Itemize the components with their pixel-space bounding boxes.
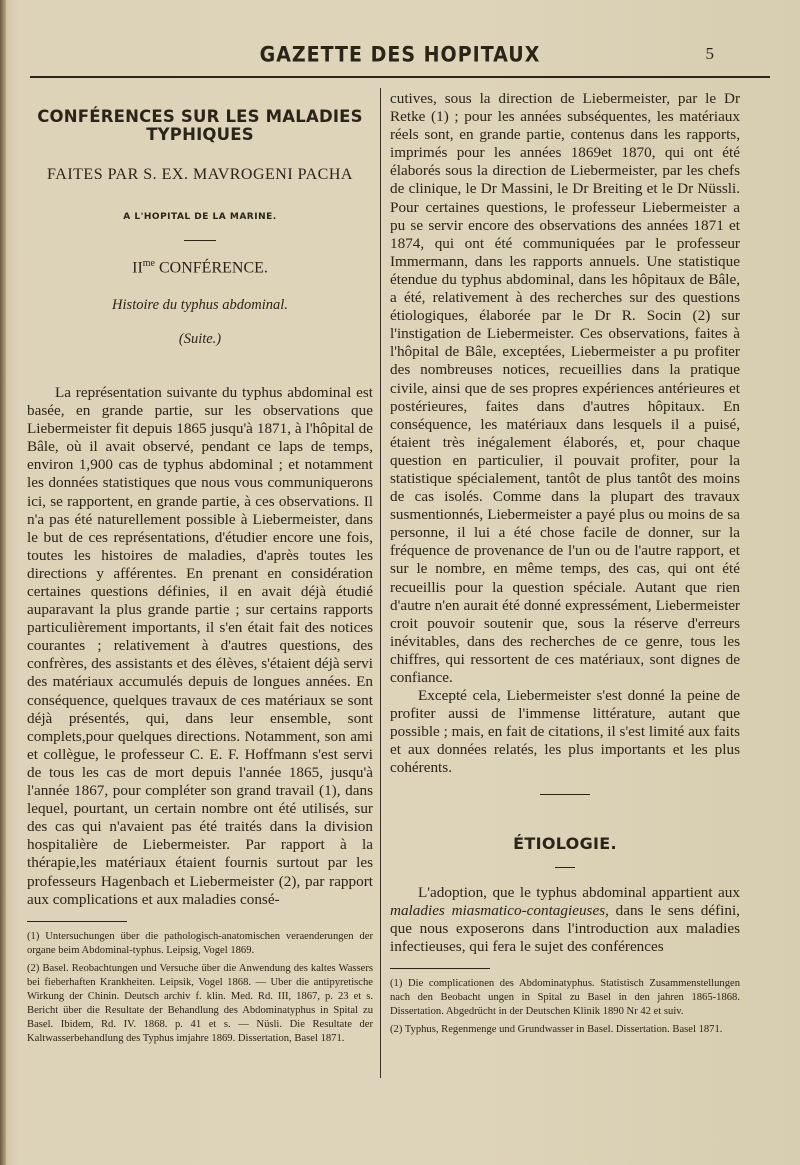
conference-number-roman: II	[132, 259, 143, 277]
page-header	[30, 40, 770, 80]
conference-title: CONFÉRENCES SUR LES MALADIES TYPHIQUES	[37, 107, 363, 145]
page-number: 5	[705, 44, 714, 63]
conference-author: FAITES PAR S. EX. MAVROGENI PACHA	[47, 166, 353, 184]
conference-topic: Histoire du typhus abdominal.	[112, 296, 288, 313]
paragraph-text: L'adoption, que le typhus abdominal appartient aux	[418, 883, 740, 901]
conference-number-label: CONFÉRENCE.	[154, 259, 268, 277]
article-paragraph	[390, 884, 740, 956]
footnote: (1) Untersuchungen über die pathologisch-anatomischen veraenderungen der organe beim Abdominal-typhus. Leipsig, Vogel 1869.	[27, 930, 373, 956]
section-title: ÉTIOLOGIE.	[513, 833, 617, 853]
column-divider	[380, 88, 381, 1078]
continuation-note: (Suite.)	[178, 330, 222, 347]
title-rule	[184, 240, 216, 241]
footnote-rule	[390, 968, 490, 969]
right-column	[390, 90, 740, 1041]
article-paragraph: cutives, sous la direction de Liebermeister, par le Dr Retke (1) ; pour les années subséquentes, les matériaux réels sont, en grande partie, contenus dans les rapports, imprimés pour les années 1869et 1870, qui ont été élaborés sous la direction de Liebermeister, par les chefs de clinique, le Dr Massini, le Dr Breiting et le Dr Nüssli. Pour certaines questions, le professeur Liebermeister a pu se servir encore des observations des années 1871 et 1874, qui ont été communiquées par le professeur Immermann, dans les rapports annuels. Une statistique étendue du typhus abdominal, dans les hôpitaux de Bâle, a été, relativement à des recherches sur des questions étiologiques, élaborée par le Dr R. Socin (2) sur l'instigation de Liebermeister. Ces observations, faites à l'hôpital de Bâle, exceptées, Liebermeister a pu profiter des nombreuses notices, recueillies dans la pratique civile, ainsi que de ses propres expériences antérieures et postérieures, faites dans d'autres hôpitaux. En conséquence, les matériaux dans lesquels il a puisé, étaient très inégalement élaborés, et, pour chaque question en particulier, il pouvait profiter, pour la statistique spécialement, tantôt de plus tantôt des moins de cas isolés. Comme dans la plupart des travaux susmentionnés, Liebermeister a payé plus ou moins de sa personne, il lui a été chose facile de donner, sur la fréquence de provenance de l'un ou de l'autre rapport, et sur le nombre, en même temps, des cas, qui ont été recueillis pour la question spéciale. Autant que rien d'autre n'en aurait été donné expressément, Liebermeister croit pouvoir soutenir que, sous la réserve d'erreurs inévitables, dans des recherches de ce genre, tous les chiffres, qui ressortent de ces matériaux, sont dignes de confiance.	[390, 90, 740, 686]
conference-number-suffix: me	[142, 258, 155, 270]
section-dash	[555, 867, 575, 868]
masthead-title: GAZETTE DES HOPITAUX	[259, 42, 541, 68]
conference-place: A L'HOPITAL DE LA MARINE.	[123, 212, 277, 223]
paragraph-text: dans le sens défini, que nous exposerons dans l'introduction aux maladies infectieuses, qui fera le sujet des conférences	[390, 901, 740, 955]
footnote: (1) Die complicationen des Abdominatyphus. Statistisch Zusammenstellungen nach den Beobacht ungen in Spital zu Basel in den jahren 1865-1868. Dissertation. Abgedrücht in der Deutschen Klinik 1890 Nr 42 et suiv.	[390, 978, 740, 1018]
article-paragraph: Excepté cela, Liebermeister s'est donné la peine de profiter aussi de l'immense littérature, autant que possible ; mais, en fait de citations, il s'est limité aux faits et aux données relatés, les plus importants et les plus cohérents.	[390, 687, 740, 777]
article-paragraph: La représentation suivante du typhus abdominal est basée, en grande partie, sur les observations que Liebermeister fit depuis 1865 jusqu'à 1871, à l'hôpital de Bâle, où il avait observé, pendant ce laps de temps, environ 1,900 cas de typhus abdominal ; et notamment les données statistiques que nous vous communiquerons ici, se rapportent, en grande partie, à ces observations. Il n'a pas été naturellement possible à Liebermeister, dans le but de ces représentations, d'étudier encore une fois, toutes les histoires de maladies, d'après toutes les directions y afférentes. En prenant en considération certaines questions définies, il en avait déjà étudié auparavant la plus grande partie ; sur certains rapports particulièrement importants, il s'en était fait des notices courantes ; relativement à d'autres questions, des confrères, des assistants et des élèves, s'étaient déjà servi des matériaux accumulés depuis de longues années. En conséquence, quelques travaux de ces matériaux se sont déjà présentés, qui, dans leur ensemble, sont complets,pour quelques directions. Notamment, son ami et collègue, le professeur C. E. F. Hoffmann s'est servi de tous les cas de mort depuis l'année 1865, jusqu'à l'année 1867, pour compléter son grand travail (1), dans lequel, pourtant, un certain nombre ont été utilisés, sur des cas qui n'avaient pas été traités dans la division hospitalière de Liebermeister. Par rapport à la thérapie,les matériaux étaient fournis surtout par les professeurs Hagenbach et Liebermeister (2), par rapport aux complications et aux maladies consé-	[27, 383, 373, 908]
section-rule	[540, 794, 590, 795]
footnote: (2) Basel. Reobachtungen und Versuche über die Anwendung des kaltes Wassers bei fieberhaften Krankheiten. Leipsik, Vogel 1868. — Uber die antipyretische Wirkung der Chinin. Deutsch archiv f. klin. Med. Rd. III, 1867, p. 23 et s. Bericht über die Resultate der Behandlung des Abdominatyphus in Spital zu Basel. Ibidem, Rd. IV. 1868. p. 41 et s. — Nüsli. Die Resultate der Kaltwasserbehandlung des Typhus imjahre 1869. Dissertation, Basel 1871.	[27, 962, 373, 1044]
header-rule	[30, 76, 770, 78]
page-binding-edge	[0, 0, 6, 1165]
footnote: (2) Typhus, Regenmenge und Grundwasser in Basel. Dissertation. Basel 1871.	[390, 1024, 723, 1036]
left-column	[27, 90, 373, 1050]
conference-number	[27, 255, 373, 277]
paragraph-emphasis: maladies miasmatico-contagieuses,	[390, 901, 609, 919]
footnote-rule	[27, 921, 127, 922]
